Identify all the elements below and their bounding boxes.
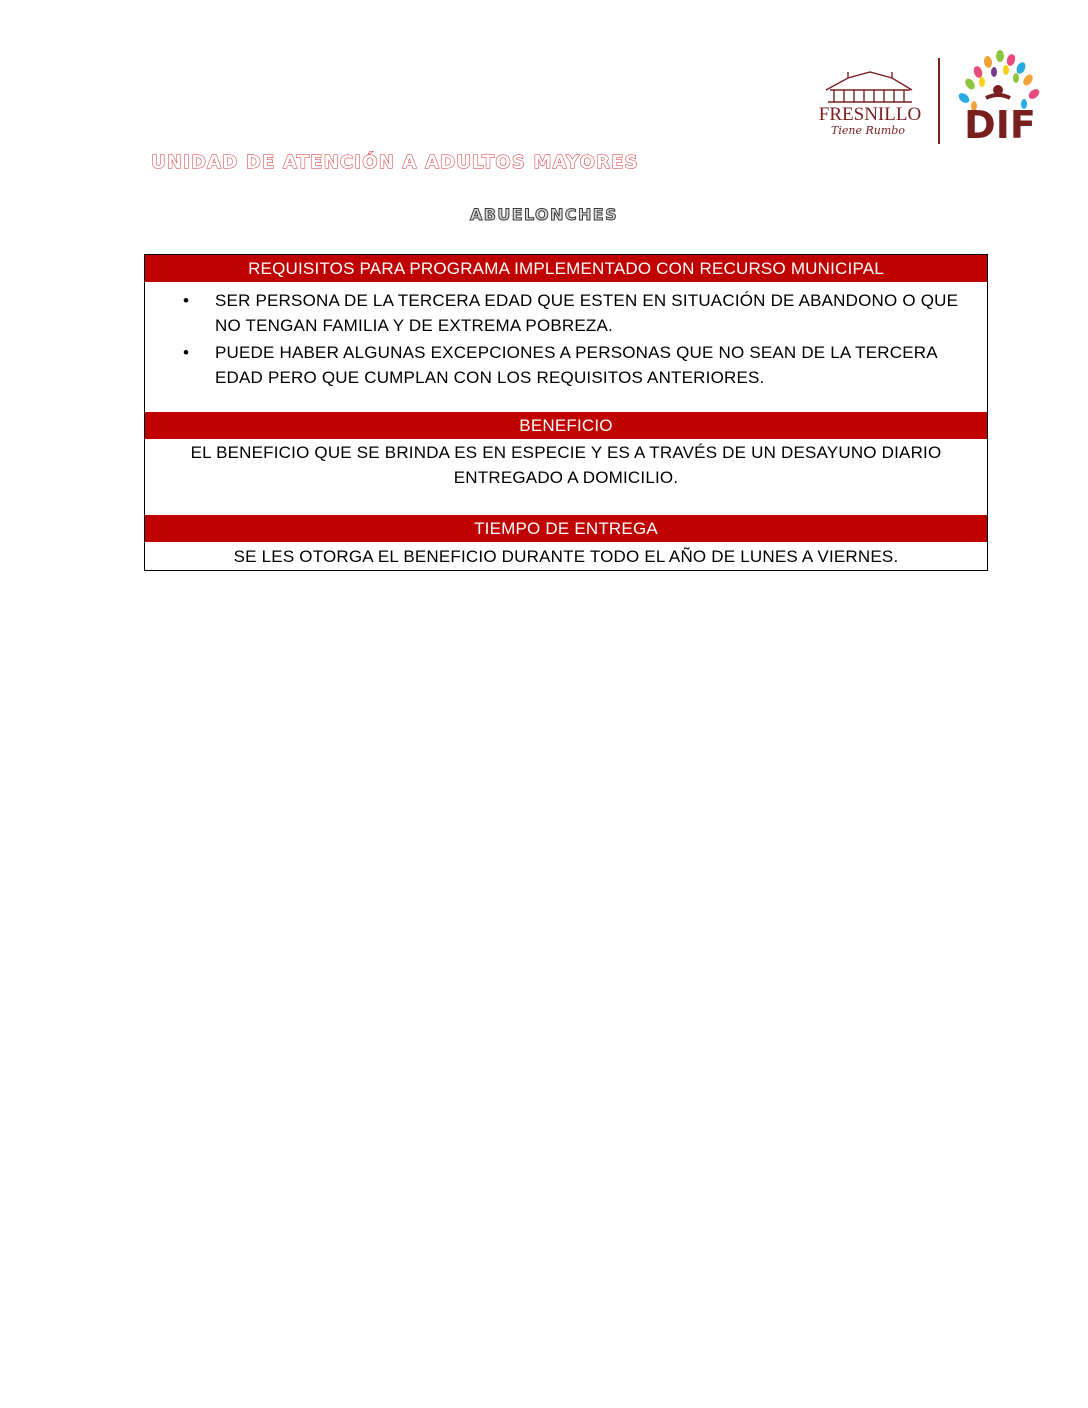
- requirement-text: PUEDE HABER ALGUNAS EXCEPCIONES A PERSONAS QUE NO SEAN DE LA TERCERA EDAD PERO QUE CUMPLAN CON LOS REQUISITOS ANTERIORES.: [215, 343, 937, 387]
- delivery-text: SE LES OTORGA EL BENEFICIO DURANTE TODO EL AÑO DE LUNES A VIERNES.: [233, 547, 899, 566]
- requirements-body: [145, 282, 987, 412]
- logo-divider: [938, 58, 940, 144]
- svg-text:FRESNILLO: FRESNILLO: [818, 104, 922, 125]
- program-info-table: [144, 254, 988, 571]
- unit-title: UNIDAD DE ATENCIÓN A ADULTOS MAYORES: [151, 152, 639, 173]
- benefit-text: EL BENEFICIO QUE SE BRINDA ES EN ESPECIE Y ES A TRAVÉS DE UN DESAYUNO DIARIO ENTREGADO A DOMICILIO.: [190, 443, 942, 487]
- dif-tree-leaves-icon: [957, 50, 1041, 111]
- requirement-item: [145, 340, 987, 390]
- delivery-header: TIEMPO DE ENTREGA: [145, 515, 987, 542]
- requirement-text: SER PERSONA DE LA TERCERA EDAD QUE ESTEN EN SITUACIÓN DE ABANDONO O QUE NO TENGAN FAMILIA Y DE EXTREMA POBREZA.: [215, 291, 959, 335]
- requirement-item: [145, 288, 987, 338]
- svg-text:DIF: DIF: [964, 103, 1036, 144]
- svg-text:Tiene Rumbo: Tiene Rumbo: [831, 124, 905, 136]
- benefit-header: BENEFICIO: [145, 412, 987, 439]
- requirements-list: [145, 288, 987, 390]
- bullet-icon: •: [183, 343, 190, 362]
- header-logos: [808, 44, 1050, 148]
- requirements-header: REQUISITOS PARA PROGRAMA IMPLEMENTADO CON RECURSO MUNICIPAL: [145, 255, 987, 282]
- dif-logo: [948, 44, 1048, 144]
- fresnillo-logo: [808, 58, 932, 136]
- bullet-icon: •: [183, 291, 190, 310]
- document-title: ABUELONCHES: [469, 205, 619, 224]
